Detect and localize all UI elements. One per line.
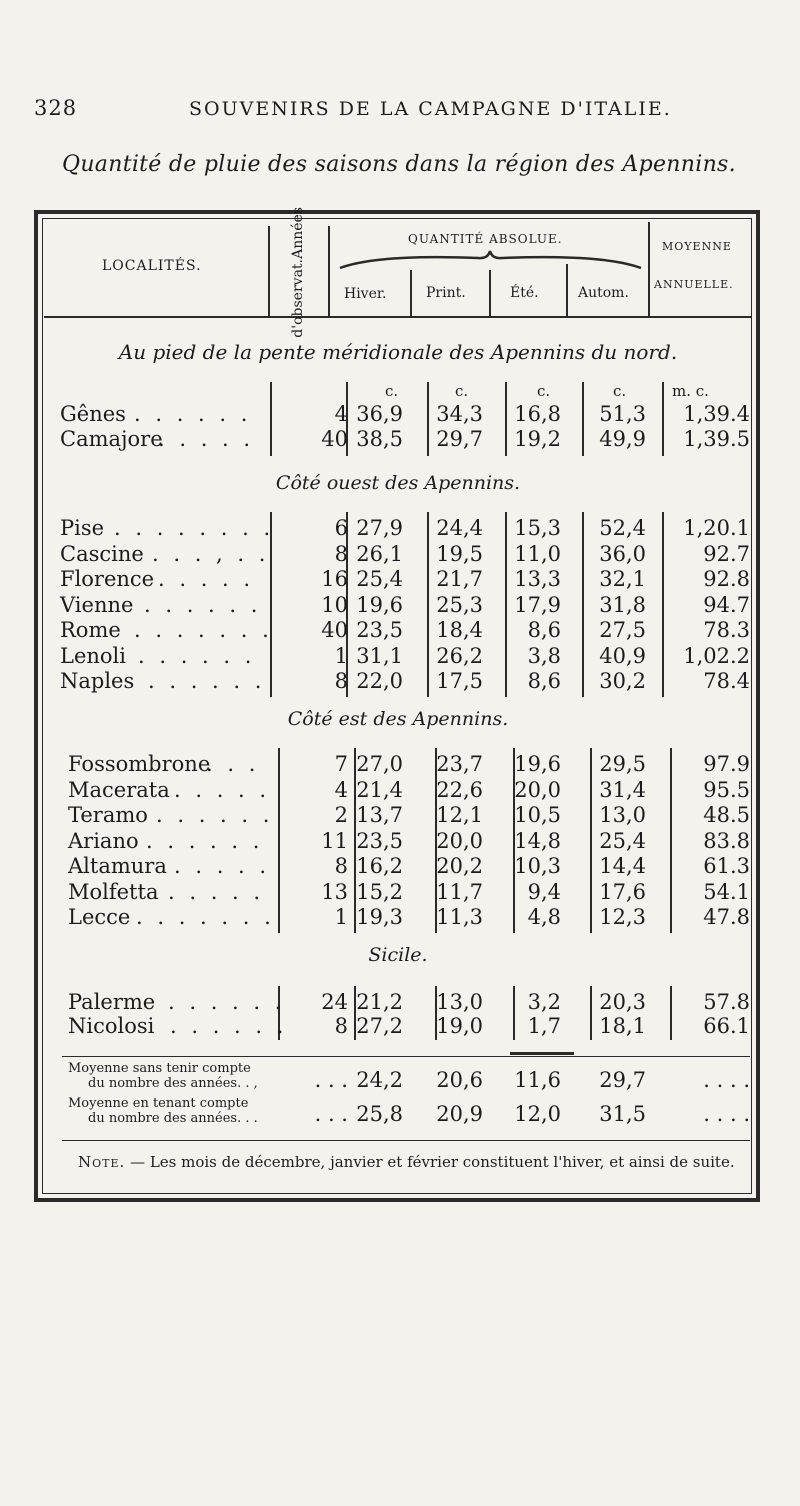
cell-autom: 49,9 — [599, 427, 646, 451]
cell-autom: 31,8 — [599, 592, 646, 617]
header-ete: Été. — [510, 285, 539, 301]
leader-dots: . . . . . — [158, 567, 255, 591]
header-rule — [410, 270, 412, 318]
cell-annees: 7 — [334, 752, 348, 776]
cell-moyenne: 95.5 — [703, 777, 750, 802]
leader-dots: . . . . . . — [148, 669, 266, 693]
cell-moyenne: 1,39.4 — [683, 402, 750, 426]
leader-dots: . . . . . . — [146, 828, 264, 853]
cell-ete: 19,2 — [514, 427, 561, 451]
cell-moyenne: 78.4 — [703, 669, 750, 693]
cell-moyenne: 97.9 — [703, 752, 750, 776]
cell-hiver: 36,9 — [356, 402, 403, 426]
leader-dots: . . . . . . — [170, 1014, 288, 1038]
cell-ete: 8,6 — [527, 618, 561, 642]
header-hiver: Hiver. — [344, 286, 387, 302]
cell-print: 26,2 — [436, 643, 483, 668]
cell-hiver: 23,5 — [356, 828, 403, 853]
leader-dots: . . . . . — [174, 854, 271, 878]
cell-autom: 30,2 — [599, 669, 646, 693]
cell-hiver: 19,6 — [356, 592, 403, 617]
summary-row-2 — [60, 1102, 760, 1128]
cell-annees: 6 — [334, 516, 348, 540]
cell-autom: 36,0 — [599, 541, 646, 566]
cell-ete: 10,5 — [514, 803, 561, 827]
cell-hiver: 22,0 — [356, 669, 403, 693]
cell-annees: 24 — [321, 990, 348, 1014]
header-rule — [648, 222, 650, 318]
cell-print: 18,4 — [436, 618, 483, 642]
cell-autom: 27,5 — [599, 618, 646, 642]
cell-localite: Pise — [60, 516, 105, 540]
cell-autom: 31,4 — [599, 777, 646, 802]
leader-dots: . . . . . . . — [136, 905, 275, 929]
cell-localite: Lecce — [68, 905, 131, 929]
cell-hiver: 26,1 — [356, 541, 403, 566]
cell-autom: 20,3 — [599, 990, 646, 1014]
table-row — [68, 752, 768, 778]
header-rule — [268, 226, 270, 318]
cell-moyenne: 92.7 — [703, 541, 750, 566]
cell-hiver: 21,2 — [356, 990, 403, 1014]
cell-print: 13,0 — [436, 990, 483, 1014]
cell-localite: Florence — [60, 567, 155, 591]
cell-localite: Lenoli — [60, 643, 126, 668]
cell-moyenne: 92.8 — [703, 567, 750, 591]
summary-1-line2: du nombre des années. . , — [88, 1076, 258, 1091]
cell-annees: 10 — [321, 592, 348, 617]
cell-moyenne: 1,02.2 — [683, 643, 750, 668]
leader-dots: . . . , . . — [152, 541, 270, 566]
table-row — [60, 516, 760, 542]
cell-hiver: 25,4 — [356, 567, 403, 591]
summary-cell-print: 20,9 — [436, 1102, 483, 1126]
leader-dots: . . . . . . — [156, 803, 274, 827]
unit-moyenne: m. c. — [672, 382, 709, 400]
summary-cell-hiver: 24,2 — [356, 1068, 403, 1092]
cell-ete: 15,3 — [514, 516, 561, 540]
cell-autom: 51,3 — [599, 402, 646, 426]
header-autom: Autom. — [578, 285, 629, 301]
cell-moyenne: 66.1 — [703, 1014, 750, 1038]
cell-localite: Camajore — [60, 427, 163, 451]
cell-moyenne: 78.3 — [703, 618, 750, 642]
unit-ete: c. — [537, 382, 551, 400]
cell-print: 11,3 — [436, 905, 483, 929]
leader-dots: . . . . . . — [168, 990, 286, 1014]
cell-print: 20,0 — [436, 828, 483, 853]
cell-ete: 16,8 — [514, 402, 561, 426]
cell-autom: 12,3 — [599, 905, 646, 929]
cell-print: 23,7 — [436, 752, 483, 776]
brace-icon — [338, 250, 643, 270]
cell-hiver: 38,5 — [356, 427, 403, 451]
cell-localite: Altamura — [68, 854, 167, 878]
cell-localite: Vienne — [60, 592, 134, 617]
cell-ete: 17,9 — [514, 592, 561, 617]
cell-moyenne: 1,20.1 — [683, 516, 750, 540]
cell-print: 19,5 — [436, 541, 483, 566]
cell-annees: 8 — [334, 669, 348, 693]
cell-hiver: 16,2 — [356, 854, 403, 878]
summary-cell-ete: 11,6 — [514, 1068, 561, 1092]
leader-dots: . . . . . . . . — [114, 516, 275, 540]
cell-hiver: 13,7 — [356, 803, 403, 827]
cell-annees: 40 — [321, 618, 348, 642]
header-annees-line2: d'observat. — [290, 258, 306, 338]
table-row — [68, 905, 768, 931]
cell-autom: 52,4 — [599, 516, 646, 540]
cell-annees: 8 — [334, 541, 348, 566]
cell-localite: Fossombrone — [68, 752, 211, 776]
section-title: Au pied de la pente méridionale des Apennins du nord. — [118, 340, 678, 364]
cell-ete: 8,6 — [527, 669, 561, 693]
cell-autom: 13,0 — [599, 803, 646, 827]
cell-annees: 8 — [334, 1014, 348, 1038]
cell-print: 29,7 — [436, 427, 483, 451]
summary-cell-autom: 29,7 — [599, 1068, 646, 1092]
cell-autom: 18,1 — [599, 1014, 646, 1038]
cell-hiver: 27,0 — [356, 752, 403, 776]
leader-dots: . . . . . . — [134, 402, 252, 426]
header-annees — [272, 206, 324, 338]
summary-1-line1: Moyenne sans tenir compte — [68, 1061, 251, 1076]
section-title: Côté ouest des Apennins. — [275, 472, 521, 494]
table-row — [60, 542, 760, 568]
cell-annees: 1 — [334, 643, 348, 668]
summary-2-line1: Moyenne en tenant compte — [68, 1096, 249, 1111]
summary-cell-hiver: 25,8 — [356, 1102, 403, 1126]
cell-print: 21,7 — [436, 567, 483, 591]
table-row — [60, 402, 760, 428]
note-text: — Les mois de décembre, janvier et février constituent l'hiver, et ainsi de suite. — [130, 1153, 735, 1171]
summary-2-line2: du nombre des années. . . — [88, 1111, 258, 1126]
cell-annees: 2 — [334, 803, 348, 827]
summary-cell-autom: 31,5 — [599, 1102, 646, 1126]
cell-ete: 1,7 — [527, 1014, 561, 1038]
cell-print: 17,5 — [436, 669, 483, 693]
header-localites: LOCALITÉS. — [102, 258, 202, 274]
cell-hiver: 31,1 — [356, 643, 403, 668]
header-moyenne: MOYENNE — [662, 240, 732, 253]
cell-localite: Molfetta — [68, 879, 159, 904]
cell-print: 24,4 — [436, 516, 483, 540]
table-row — [68, 990, 768, 1016]
cell-localite: Cascine — [60, 541, 144, 566]
cell-localite: Nicolosi — [68, 1014, 155, 1038]
section-title: Sicile. — [368, 944, 428, 966]
cell-moyenne: 54.1 — [703, 879, 750, 904]
cell-ete: 11,0 — [514, 541, 561, 566]
cell-print: 12,1 — [436, 803, 483, 827]
header-annees-line1: Années — [290, 206, 306, 259]
cell-hiver: 21,4 — [356, 777, 403, 802]
table-row — [60, 567, 760, 593]
cell-moyenne: 94.7 — [703, 592, 750, 617]
cell-hiver: 15,2 — [356, 879, 403, 904]
cell-annees: 16 — [321, 567, 348, 591]
cell-print: 19,0 — [436, 1014, 483, 1038]
table-note — [78, 1152, 758, 1172]
cell-hiver: 27,2 — [356, 1014, 403, 1038]
cell-localite: Rome — [60, 618, 121, 642]
cell-localite: Naples — [60, 669, 135, 693]
summary-cell-ete: 12,0 — [514, 1102, 561, 1126]
header-quantite: QUANTITÉ ABSOLUE. — [408, 232, 563, 246]
leader-dots: . . . . . . — [138, 643, 256, 668]
cell-ete: 10,3 — [514, 854, 561, 878]
header-bottom-rule — [44, 316, 752, 318]
cell-annees: 4 — [334, 402, 348, 426]
header-rule — [328, 226, 330, 318]
cell-print: 22,6 — [436, 777, 483, 802]
cell-ete: 19,6 — [514, 752, 561, 776]
table-row — [60, 427, 760, 453]
summary-cell-moyenne: . . . . — [703, 1102, 750, 1126]
leader-dots: . . . . . — [168, 879, 265, 904]
cell-autom: 40,9 — [599, 643, 646, 668]
cell-ete: 3,8 — [527, 643, 561, 668]
summary-sep-ete — [510, 1052, 574, 1055]
cell-annees: 40 — [321, 427, 348, 451]
header-rule — [566, 264, 568, 318]
header-print: Print. — [426, 285, 466, 301]
cell-autom: 17,6 — [599, 879, 646, 904]
summary-row-1 — [60, 1068, 760, 1094]
cell-annees: 4 — [334, 777, 348, 802]
note-label: Note. — [78, 1153, 126, 1171]
cell-annees: 1 — [334, 905, 348, 929]
leader-dots: . . . . . — [158, 427, 255, 451]
table-row — [60, 669, 760, 695]
cell-localite: Gênes — [60, 402, 126, 426]
cell-localite: Macerata — [68, 777, 170, 802]
cell-ete: 20,0 — [514, 777, 561, 802]
cell-ete: 13,3 — [514, 567, 561, 591]
summary-top-rule — [62, 1056, 750, 1057]
cell-print: 25,3 — [436, 592, 483, 617]
leader-dots: . . . . . . — [144, 592, 262, 617]
cell-print: 34,3 — [436, 402, 483, 426]
unit-hiver: c. — [385, 382, 399, 400]
cell-print: 20,2 — [436, 854, 483, 878]
table-row — [68, 829, 768, 855]
cell-localite: Teramo — [68, 803, 148, 827]
page-header — [34, 96, 734, 126]
leader-dots: . . . . . . . — [134, 618, 273, 642]
table-row — [60, 593, 760, 619]
cell-moyenne: 48.5 — [703, 803, 750, 827]
cell-hiver: 19,3 — [356, 905, 403, 929]
table-row — [68, 1014, 768, 1040]
cell-print: 11,7 — [436, 879, 483, 904]
cell-moyenne: 47.8 — [703, 905, 750, 929]
cell-hiver: 23,5 — [356, 618, 403, 642]
summary-cell-n: . . . — [314, 1102, 348, 1126]
cell-localite: Ariano — [68, 828, 139, 853]
cell-moyenne: 83.8 — [703, 828, 750, 853]
cell-autom: 14,4 — [599, 854, 646, 878]
table-row — [60, 618, 760, 644]
table-row — [68, 778, 768, 804]
running-title: SOUVENIRS DE LA CAMPAGNE D'ITALIE. — [189, 98, 672, 120]
table-row — [68, 854, 768, 880]
table-row — [68, 880, 768, 906]
table-row — [68, 803, 768, 829]
cell-localite: Palerme — [68, 990, 156, 1014]
cell-ete: 14,8 — [514, 828, 561, 853]
cell-annees: 13 — [321, 879, 348, 904]
cell-autom: 32,1 — [599, 567, 646, 591]
cell-moyenne: 57.8 — [703, 990, 750, 1014]
leader-dots: . . . . . — [174, 777, 271, 802]
note-top-rule — [62, 1140, 750, 1141]
section-title: Côté est des Apennins. — [287, 708, 509, 730]
cell-autom: 29,5 — [599, 752, 646, 776]
cell-moyenne: 1,39.5 — [683, 427, 750, 451]
header-rule — [489, 270, 491, 318]
summary-cell-n: . . . — [314, 1068, 348, 1092]
header-annuelle: ANNUELLE. — [654, 278, 734, 291]
cell-autom: 25,4 — [599, 828, 646, 853]
cell-annees: 11 — [321, 828, 348, 853]
cell-annees: 8 — [334, 854, 348, 878]
table-row — [60, 644, 760, 670]
cell-ete: 9,4 — [527, 879, 561, 904]
leader-dots: . . . — [206, 752, 260, 776]
table-title: Quantité de pluie des saisons dans la région des Apennins. — [62, 152, 736, 177]
unit-print: c. — [455, 382, 469, 400]
cell-hiver: 27,9 — [356, 516, 403, 540]
page-number: 328 — [34, 96, 78, 120]
cell-ete: 4,8 — [527, 905, 561, 929]
cell-ete: 3,2 — [527, 990, 561, 1014]
unit-autom: c. — [613, 382, 627, 400]
summary-cell-moyenne: . . . . — [703, 1068, 750, 1092]
cell-moyenne: 61.3 — [703, 854, 750, 878]
summary-cell-print: 20,6 — [436, 1068, 483, 1092]
